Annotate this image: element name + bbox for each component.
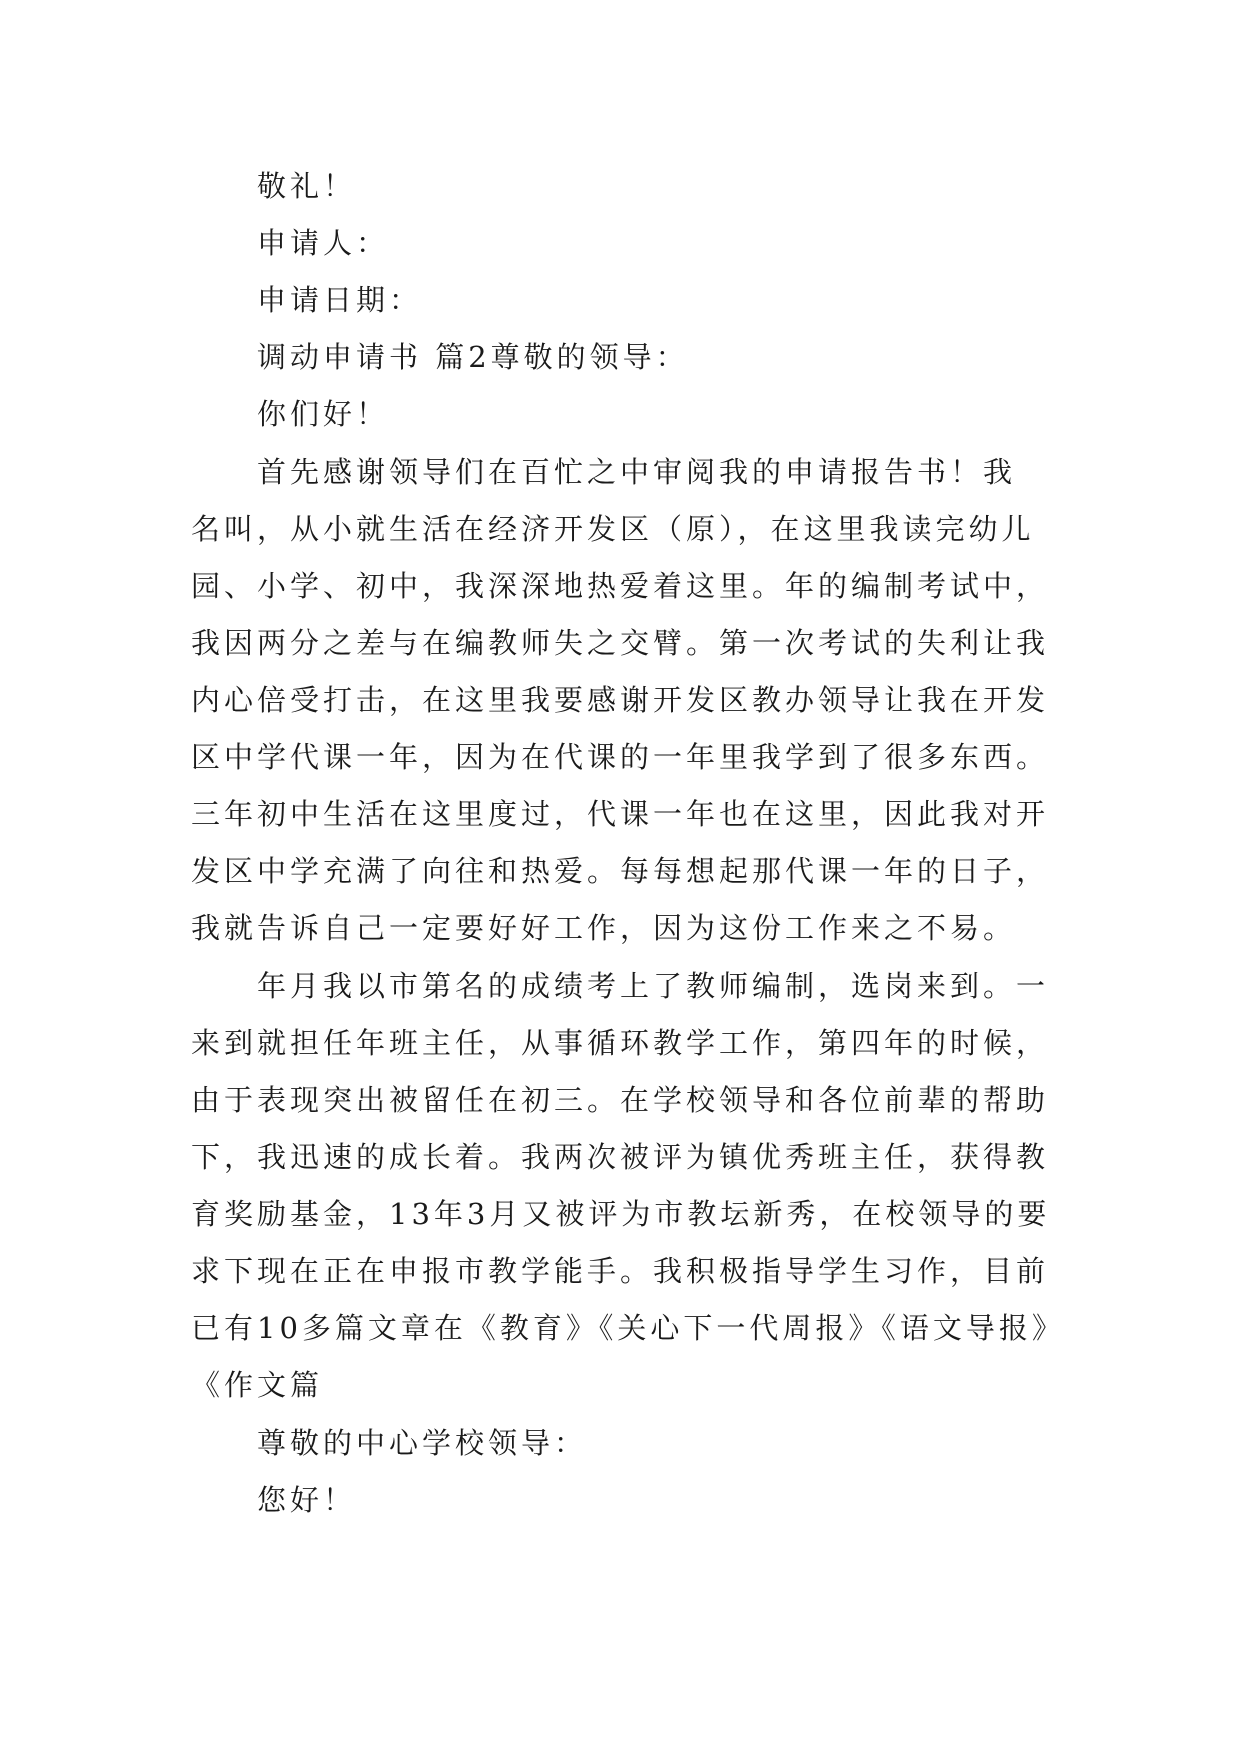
paragraph-1-line-6: 区中学代课一年，因为在代课的一年里我学到了很多东西。	[191, 740, 1050, 774]
paragraph-2-line-1: 年月我以市第名的成绩考上了教师编制，选岗来到。一	[257, 969, 1050, 1003]
letter-salutation: 尊敬的中心学校领导：	[257, 1426, 588, 1460]
paragraph-2-line-7: 已有10多篇文章在《教育》《关心下一代周报》《语文导报》	[191, 1311, 1065, 1345]
applicant-label: 申请人：	[257, 226, 390, 260]
greeting: 你们好！	[257, 397, 390, 431]
paragraph-1-line-1: 首先感谢领导们在百忙之中审阅我的申请报告书！我	[257, 455, 1017, 489]
paragraph-1-line-3: 园、小学、初中，我深深地热爱着这里。年的编制考试中，	[191, 569, 1050, 603]
paragraph-1-line-8: 发区中学充满了向往和热爱。每每想起那代课一年的日子，	[191, 854, 1050, 888]
paragraph-1-line-9: 我就告诉自己一定要好好工作，因为这份工作来之不易。	[191, 911, 1017, 945]
letter-greeting: 您好！	[257, 1483, 357, 1517]
paragraph-1-line-5: 内心倍受打击，在这里我要感谢开发区教办领导让我在开发	[191, 683, 1050, 717]
paragraph-2-line-3: 由于表现突出被留任在初三。在学校领导和各位前辈的帮助	[191, 1083, 1050, 1117]
paragraph-2-line-6: 求下现在正在申报市教学能手。我积极指导学生习作，目前	[191, 1254, 1050, 1288]
paragraph-2-line-5: 育奖励基金，13年3月又被评为市教坛新秀，在校领导的要	[191, 1197, 1051, 1231]
paragraph-2-line-2: 来到就担任年班主任，从事循环教学工作，第四年的时候，	[191, 1026, 1050, 1060]
paragraph-1-line-7: 三年初中生活在这里度过，代课一年也在这里，因此我对开	[191, 797, 1050, 831]
section-heading: 调动申请书 篇2尊敬的领导：	[257, 340, 689, 374]
application-date-label: 申请日期：	[257, 283, 423, 317]
closing-salutation: 敬礼！	[257, 169, 357, 203]
paragraph-1-line-2: 名叫，从小就生活在经济开发区（原），在这里我读完幼儿	[191, 512, 1035, 546]
paragraph-1-line-4: 我因两分之差与在编教师失之交臂。第一次考试的失利让我	[191, 626, 1050, 660]
paragraph-2-line-4: 下，我迅速的成长着。我两次被评为镇优秀班主任，获得教	[191, 1140, 1050, 1174]
paragraph-2-line-8: 《作文篇	[191, 1368, 324, 1402]
